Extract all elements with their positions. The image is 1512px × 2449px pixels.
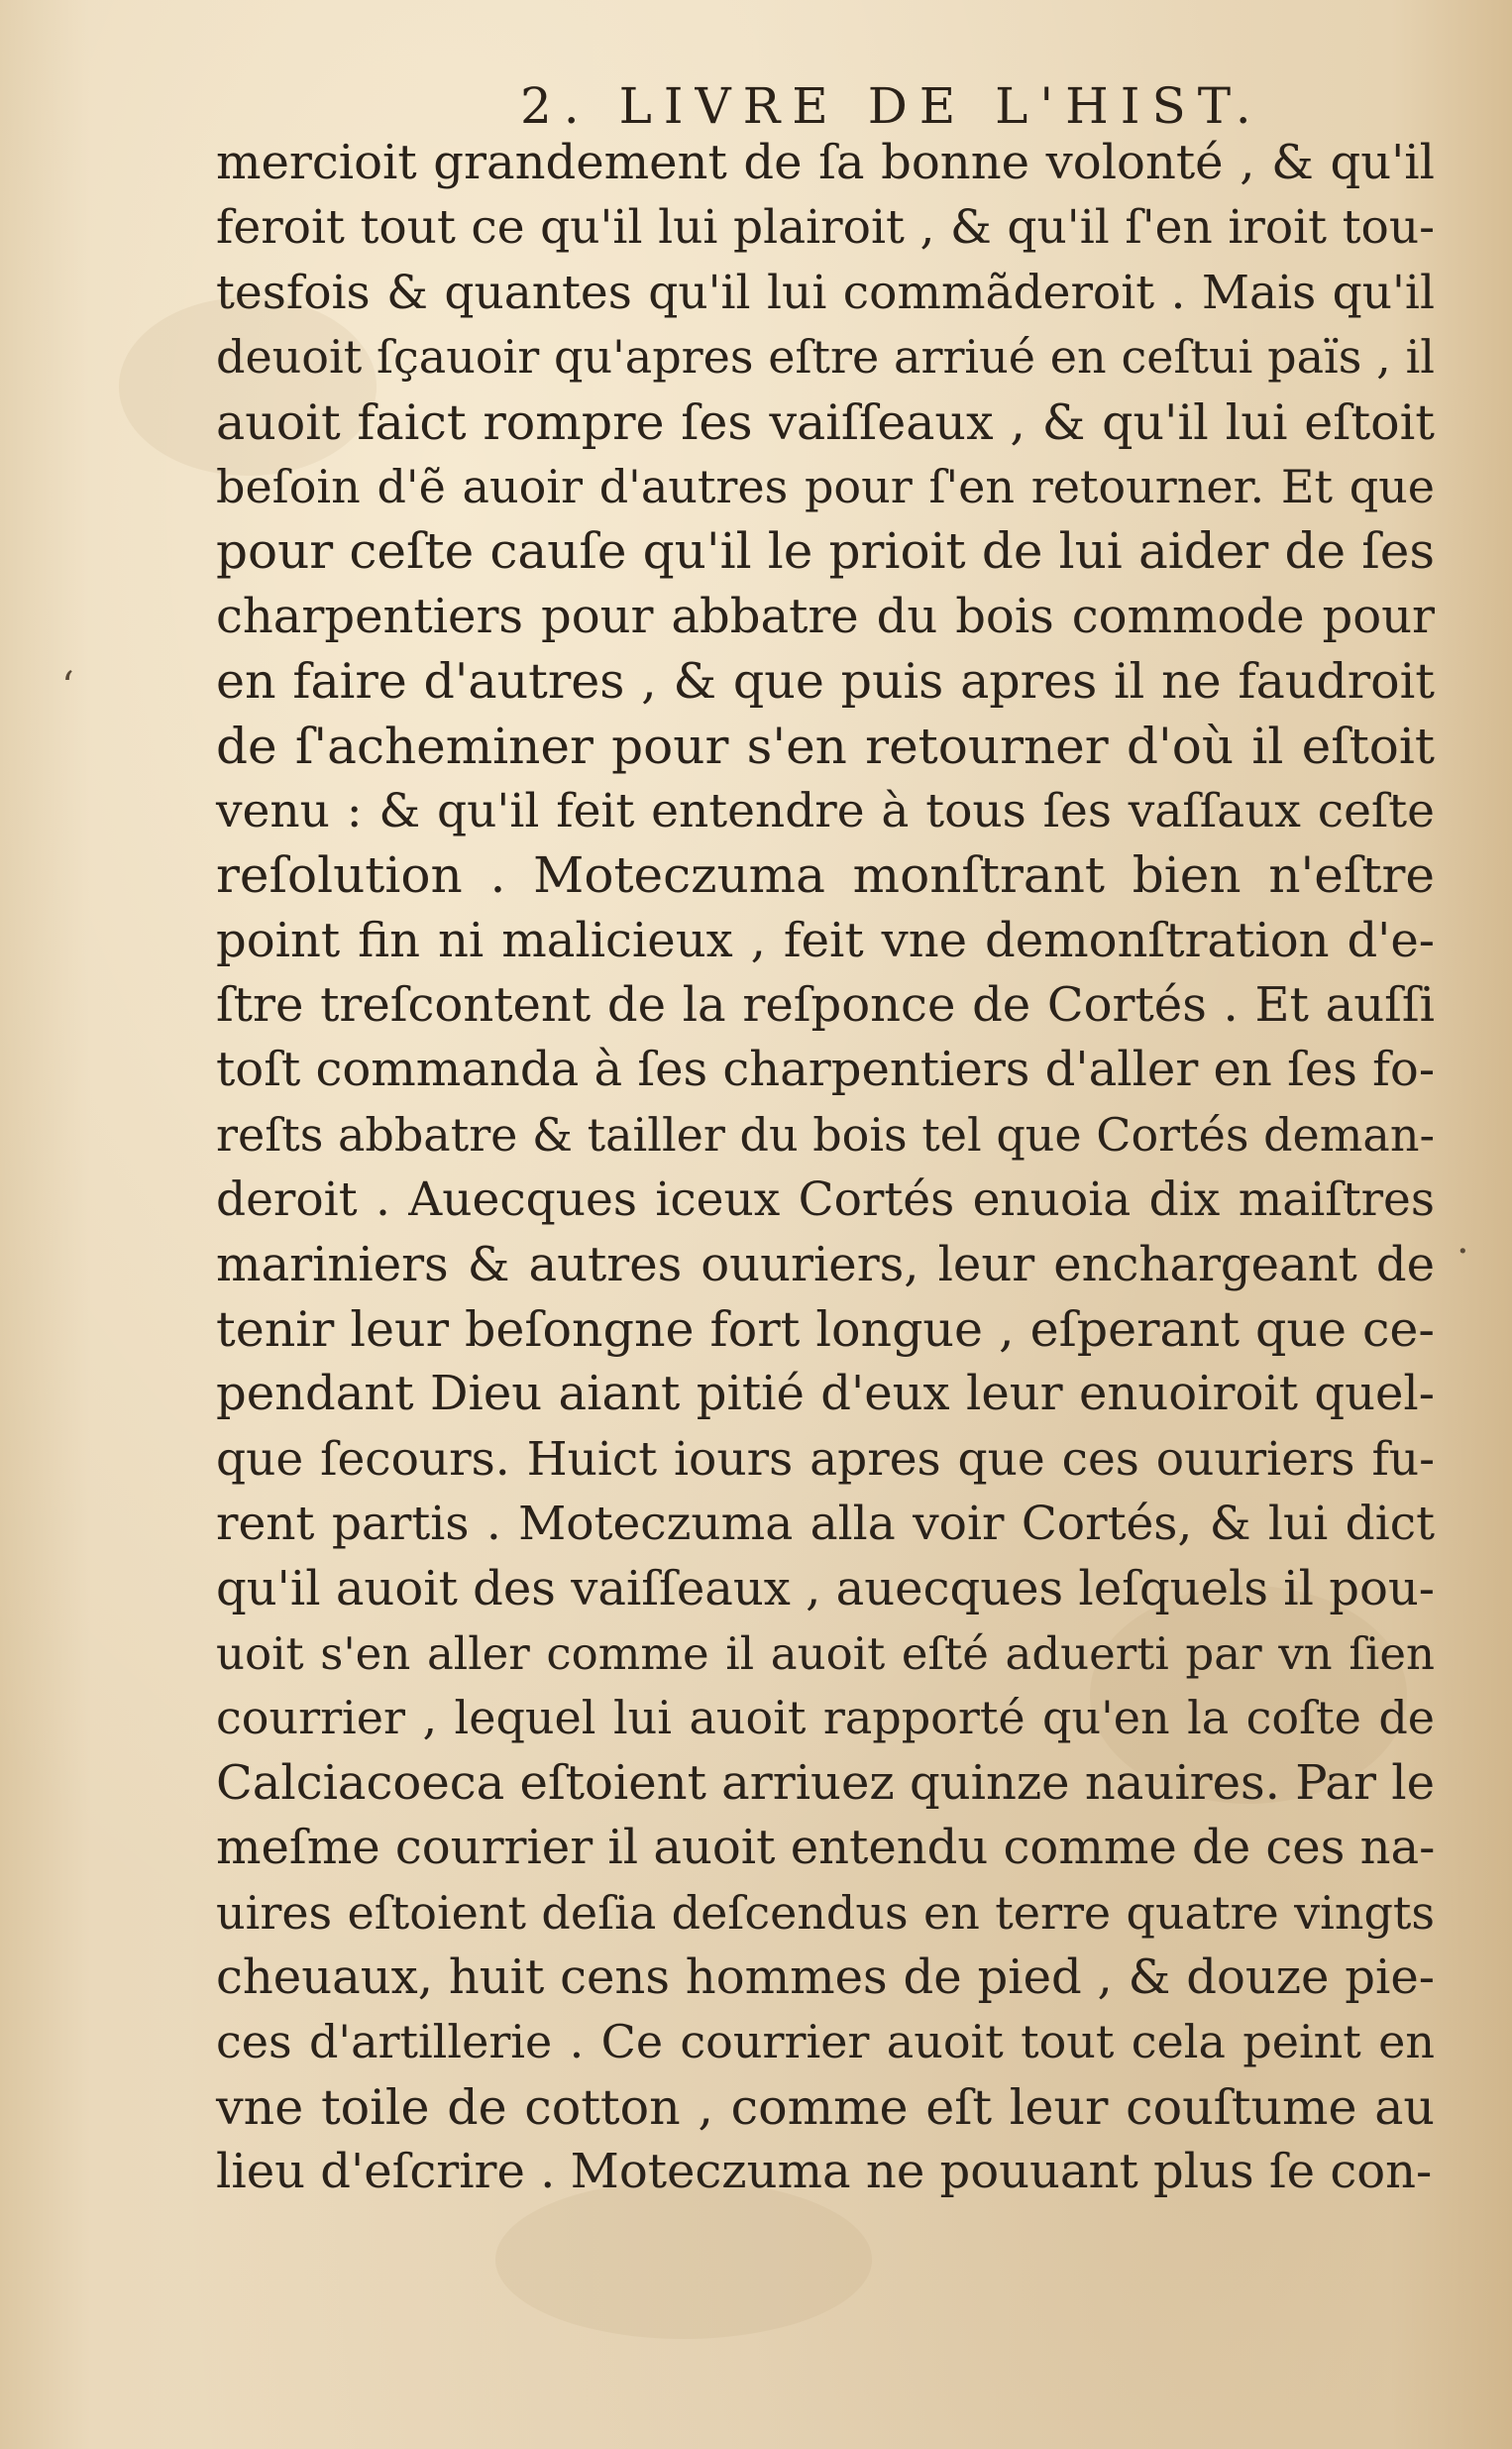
text-line: mercioit grandement de ſa bonne volonté , & qu'il	[216, 135, 1435, 190]
text-line: venu : & qu'il feit entendre à tous ſes vaſſaux ceſte	[216, 783, 1435, 838]
text-line: reſolution . Moteczuma monſtrant bien n'eſtre	[216, 846, 1435, 905]
text-line: Calciacoeca eſtoient arriuez quinze nauires. Par le	[216, 1754, 1435, 1811]
text-line: courrier , lequel lui auoit rapporté qu'en la coſte de	[216, 1691, 1435, 1745]
text-line: mariniers & autres ouuriers, leur enchargeant de	[216, 1236, 1435, 1292]
text-line: beſoin d'ẽ auoir d'autres pour ſ'en retourner. Et que	[216, 459, 1435, 513]
text-line: en faire d'autres , & que puis apres il ne faudroit	[216, 653, 1435, 711]
running-head: 2. LIVRE DE L'HIST.	[520, 77, 1263, 135]
text-line: reſts abbatre & tailler du bois tel que Cortés deman-	[216, 1107, 1435, 1162]
text-line: meſme courrier il auoit entendu comme de ces na-	[216, 1820, 1436, 1876]
text-line: deroit . Auecques iceux Cortés enuoia dix maiſtres	[216, 1172, 1435, 1228]
text-line: deuoit ſçauoir qu'apres eſtre arriué en ceſtui païs , il	[216, 330, 1435, 385]
text-line: que ſecours. Huict iours apres que ces ouuriers fu-	[216, 1431, 1435, 1487]
text-line: rent partis . Moteczuma alla voir Cortés, & lui dict	[216, 1497, 1435, 1552]
text-line: auoit faict rompre ſes vaiſſeaux , & qu'il lui eſtoit	[216, 393, 1435, 451]
text-line: cheuaux, huit cens hommes de pied , & douze pie-	[216, 1948, 1435, 2005]
text-line: toſt commanda à ſes charpentiers d'aller en ſes fo-	[216, 1042, 1436, 1098]
text-line: feroit tout ce qu'il lui plairoit , & qu'il ſ'en iroit tou-	[216, 200, 1435, 256]
text-line: tesfois & quantes qu'il lui commãderoit . Mais qu'il	[216, 265, 1435, 320]
text-block	[216, 131, 1435, 2205]
text-line: vne toile de cotton , comme eſt leur couſtume au	[216, 2078, 1435, 2136]
text-line: uoit s'en aller comme il auoit eſté aduerti par vn ſien	[216, 1626, 1435, 1680]
text-line: uires eſtoient deſia deſcendus en terre quatre vingts	[216, 1885, 1435, 1940]
text-line: ſtre treſcontent de la reſponce de Cortés . Et auſſi	[216, 977, 1435, 1034]
text-line: point fin ni malicieux , feit vne demonſtration d'e-	[216, 912, 1435, 968]
text-line: lieu d'eſcrire . Moteczuma ne pouuant plus ſe con-	[216, 2144, 1433, 2200]
text-line: ces d'artillerie . Ce courrier auoit tout cela peint en	[216, 2015, 1435, 2069]
text-line: de ſ'acheminer pour s'en retourner d'où il eſtoit	[216, 717, 1435, 775]
margin-mark: ·	[1457, 1229, 1469, 1275]
text-line: tenir leur beſongne fort longue , eſperant que ce-	[216, 1301, 1435, 1359]
text-line: pour ceſte cauſe qu'il le prioit de lui aider de ſes	[216, 522, 1435, 581]
margin-mark: ʻ	[61, 664, 74, 710]
text-line: qu'il auoit des vaiſſeaux , auecques leſquels il pou-	[216, 1560, 1435, 1616]
text-line: charpentiers pour abbatre du bois commode pour	[216, 588, 1435, 644]
text-line: pendant Dieu aiant pitié d'eux leur enuoiroit quel-	[216, 1366, 1435, 1422]
